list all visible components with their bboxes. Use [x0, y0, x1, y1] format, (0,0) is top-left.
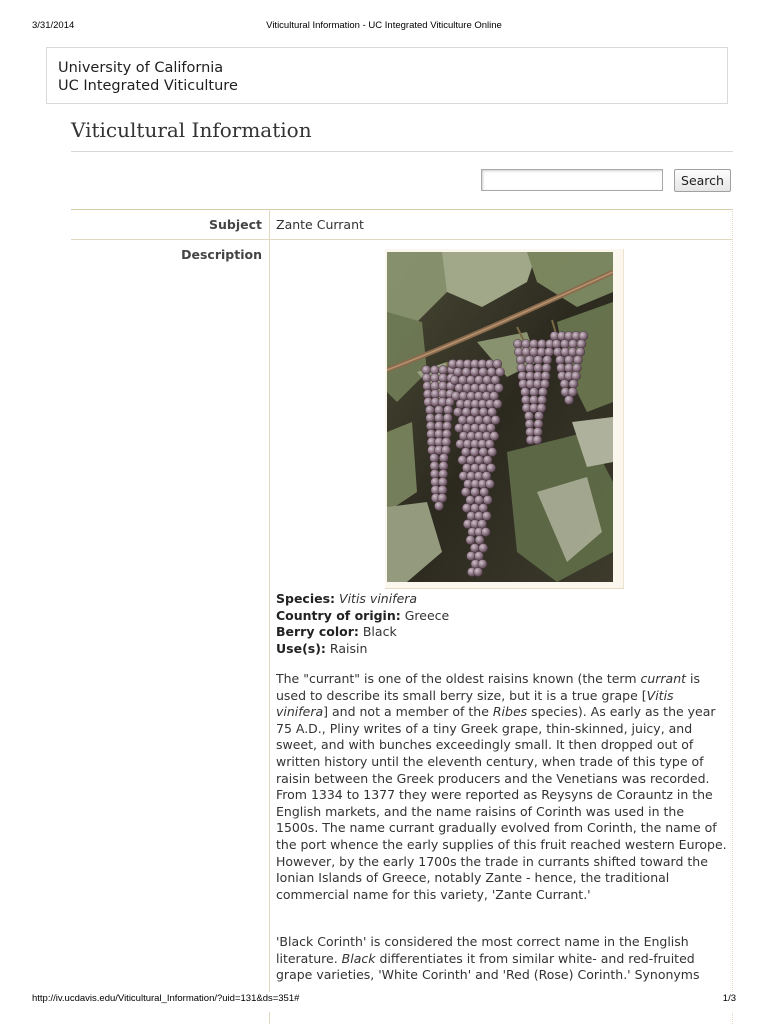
subject-value: Zante Currant [276, 217, 364, 232]
para2-italic-1: Black [341, 950, 376, 966]
table-row-divider [71, 239, 733, 240]
banner-program: UC Integrated Viticulture [58, 78, 238, 94]
print-date: 3/31/2014 [32, 20, 75, 31]
subject-label: Subject [209, 217, 262, 232]
para1-text-4: species). As early as the year 75 A.D., Pliny writes of a tiny Greek grape, thin-skinned, juicy, and sweet, and with bunches exceedingly small. It then dropped out of written history until the eleventh century, when trade of this type of raisin between the Greek producers and the Venetians was recorded. From 1334 to 1377 they were reported as Reysyns de Corauntz in the English markets, and the name raisins of Corinth was used in the 1500s. The name currant gradually evolved from Corinth, the name of the port whence the early supplies of this fruit reached western Europe. However, by the early 1700s the trade in currants shifted toward the Ionian Islands of Greece, notably Zante - hence, the traditional commercial name for this variety, 'Zante Currant.' [276, 704, 727, 902]
uses-label: Use(s): [276, 640, 326, 656]
para2-text-2: differentiates it from similar white- and red-fruited grape varieties, 'White Corinth' and 'Red (Rose) Corinth.' Synonyms [276, 950, 700, 983]
uses-value: Raisin [329, 640, 368, 656]
berry-color-row [276, 624, 726, 641]
grape-photo-frame [385, 249, 624, 589]
grape-cluster-photo [387, 252, 613, 582]
para1-italic-1: currant [640, 671, 687, 686]
naming-paragraph [276, 934, 728, 984]
print-footer [0, 992, 768, 1012]
site-banner[interactable] [46, 47, 728, 104]
history-paragraph [276, 671, 728, 903]
para1-text-3: ] and not a member of the [323, 704, 493, 720]
table-top-border [71, 209, 733, 210]
origin-label: Country of origin: [276, 607, 401, 623]
para1-italic-3: Ribes [492, 704, 528, 720]
berry-color-label: Berry color: [276, 624, 359, 639]
origin-value: Greece [404, 607, 450, 623]
para2-text-1: 'Black Corinth' is considered the most correct name in the English literature. [276, 934, 689, 966]
para1-text-1: The "currant" is one of the oldest raisins known (the term [276, 671, 641, 686]
table-right-border [732, 209, 733, 1024]
print-page-title: Viticultural Information - UC Integrated Viticulture Online [266, 20, 502, 31]
variety-specs [276, 591, 726, 657]
uses-row [276, 641, 726, 658]
print-page-number: 1/3 [722, 993, 736, 1004]
species-value: Vitis vinifera [339, 591, 418, 606]
page-title: Viticultural Information [71, 118, 312, 142]
banner-university: University of California [58, 60, 224, 76]
table-column-divider [269, 209, 270, 1024]
origin-row [276, 608, 726, 625]
search-button[interactable]: Search [674, 169, 731, 192]
species-label: Species: [276, 591, 336, 606]
print-header [0, 0, 768, 40]
species-row [276, 591, 726, 608]
title-divider [71, 151, 733, 152]
search-input[interactable] [481, 169, 663, 191]
description-label: Description [181, 247, 262, 262]
print-url: http://iv.ucdavis.edu/Viticultural_Information/?uid=131&ds=351# [32, 993, 300, 1004]
berry-color-value: Black [362, 624, 397, 639]
para1-italic-2: Vitis vinifera [276, 687, 674, 720]
para1-text-2: is used to describe its small berry size, but it is a true grape [ [276, 671, 701, 703]
